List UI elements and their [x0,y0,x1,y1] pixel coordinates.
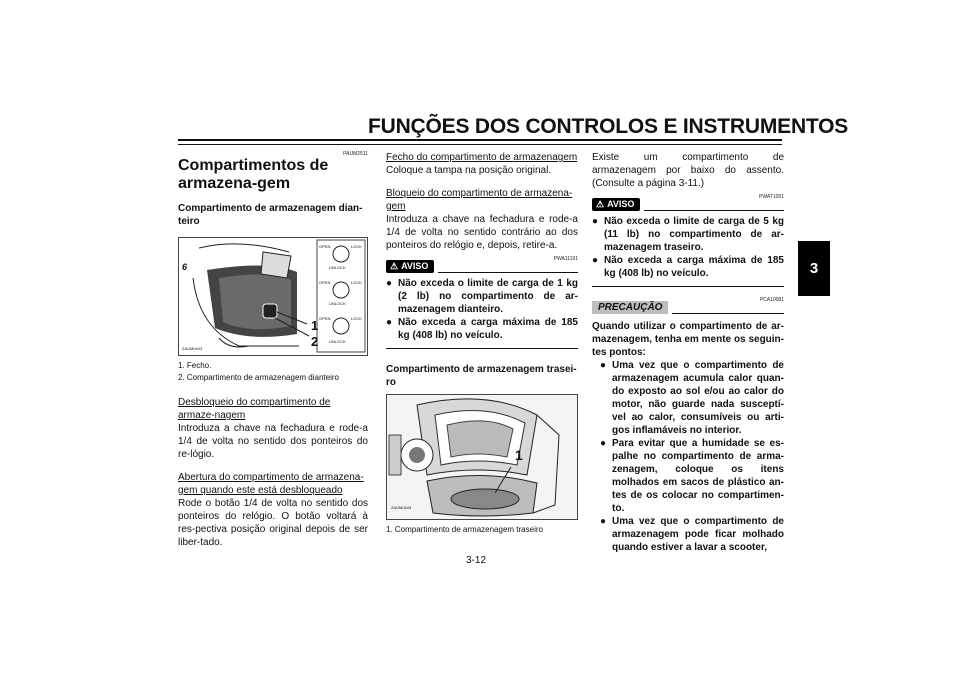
header-rule [178,139,782,141]
caution-item: ● Uma vez que o compartimento de armazenagem pode ficar molhado quando estiver a lavar a scooter, [600,515,784,554]
caution-box [592,297,784,554]
switch-label: LOCK [351,280,362,285]
column-3 [592,151,784,554]
caution-code: PCA10081 [759,297,784,303]
page-header-title: FUNÇÕES DOS CONTROLOS E INSTRUMENTOS [368,115,849,138]
unlock-text: Introduza a chave na fechadura e rode-a 1/4 de volta no sentido dos ponteiros do re-lógio. [178,423,368,460]
warning-triangle-icon: ⚠ [390,261,399,271]
rear-storage-heading: Compartimento de armazenagem trasei-ro [386,364,577,388]
figure-code: ZAUM0444 [391,505,412,510]
figure-code: ZAUM0443 [182,346,203,351]
column-2 [386,151,578,536]
switch-label: UNLOCK [329,301,346,306]
figure-caption: 2. Compartimento de armazenagem dianteiro [178,373,339,382]
front-storage-heading: Compartimento de armazenagem dian-teiro [178,203,363,227]
warning-rule [438,272,578,273]
warning-badge [592,198,640,211]
warning-item: ● Não exceda o limite de carga de 5 kg (11 lb) no compartimento de ar-mazenagem traseiro. [592,215,784,254]
caution-badge: PRECAUÇÃO [592,301,668,314]
warning-label: AVISO [607,199,635,209]
section-code: PAUM2511 [343,151,368,157]
warning-box [386,256,578,349]
rear-storage-illustration [387,395,577,519]
front-storage-figure [178,237,368,356]
section-title: Compartimentos de armazena-gem [178,157,329,192]
caution-item: ● Para evitar que a humidade se es-palhe no compartimento de arma-zenagem, coloque os itens molhados em sacos de plástico an-tes de os colocar no compartimen-to. [600,437,784,515]
warning-code: PWA11191 [553,256,578,262]
warning-end-rule [592,286,784,287]
rear-storage-figure [386,394,578,520]
close-text: Coloque a tampa na posição original. [386,165,552,176]
warning-triangle-icon: ⚠ [596,199,605,209]
caution-item: ● Uma vez que o compartimento de armazenagem acumula calor quan-do exposto ao sol e/ou ao calor do motor, não guarde nada susceptí-vel ao calor, consumíveis ou arti-gos inflamáveis no interior. [600,359,784,437]
caution-rule [672,313,784,314]
callout-2: 2 [311,334,319,349]
unlock-heading: Desbloqueio do compartimento de armaze-nagem [178,397,331,421]
warning-item: ● Não exceda o limite de carga de 1 kg (2 lb) no compartimento de ar-mazenagem dianteiro. [386,277,578,316]
warning-box [592,194,784,287]
warning-rule [644,210,784,211]
warning-item: ● Não exceda a carga máxima de 185 kg (408 lb) no veículo. [386,316,578,342]
lock-text: Introduza a chave na fechadura e rode-a 1/4 de volta no sentido contrário ao dos ponteiros do relógio e, depois, retire-a. [386,214,578,251]
switch-label: OPEN [319,316,331,321]
switch-label: OPEN [319,244,331,249]
open-text: Rode o botão 1/4 de volta no sentido dos ponteiros do relógio. O botão voltará à res-pectiva posição original depois de ser liber-tado. [178,498,368,548]
close-heading: Fecho do compartimento de armazenagem [386,152,578,163]
warning-code: PWAT1051 [758,194,784,200]
page-number: 3-12 [466,555,487,566]
warning-badge [386,260,434,273]
caution-intro: Quando utilizar o compartimento de ar-mazenagem, tenha em mente os seguin-tes pontos: [592,321,784,358]
switch-label: UNLOCK [329,265,346,270]
figure-caption: 1. Compartimento de armazenagem traseiro [386,525,543,534]
front-storage-illustration [179,238,367,355]
open-heading: Abertura do compartimento de armazena-gem quando este está desbloqueado [178,472,364,496]
warning-label: AVISO [401,261,429,271]
switch-label: LOCK [351,316,362,321]
figure-marker: 6 [182,262,188,272]
switch-label: LOCK [351,244,362,249]
warning-end-rule [386,348,578,349]
callout-1: 1 [515,447,523,463]
switch-label: UNLOCK [329,339,346,344]
warning-item: ● Não exceda a carga máxima de 185 kg (408 lb) no veículo. [592,254,784,280]
header-rule-thin [178,144,782,145]
switch-label: OPEN [319,280,331,285]
column-1 [178,151,368,549]
lock-heading: Bloqueio do compartimento de armazena-gem [386,188,573,212]
callout-1: 1 [311,318,319,333]
figure-caption: 1. Fecho. [178,361,212,370]
chapter-tab: 3 [798,241,830,296]
intro-text: Existe um compartimento de armazenagem por baixo do assento. (Consulte a página 3-11.) [592,152,784,189]
